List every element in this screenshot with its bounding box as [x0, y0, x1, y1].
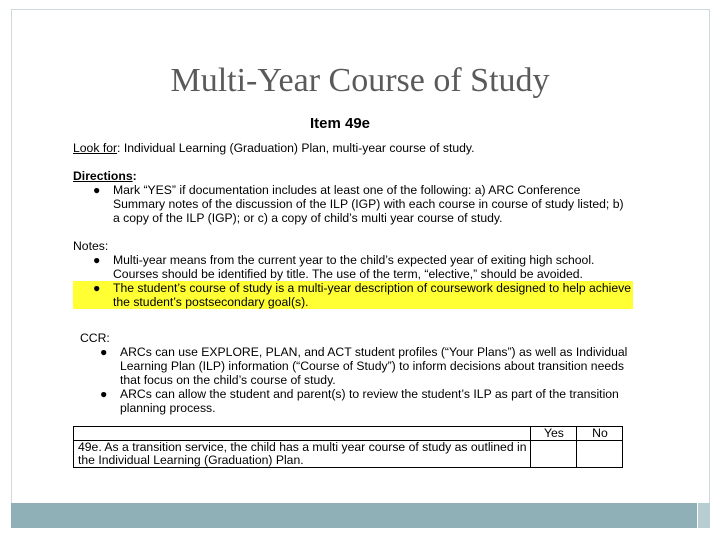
table-row [74, 441, 623, 468]
notes-line: Multi-year means from the current year to the child’s expected year of exiting high school. [113, 253, 595, 267]
directions-section [73, 169, 633, 225]
table-header-blank [74, 427, 531, 441]
no-header: No [577, 427, 623, 441]
item-cell [74, 441, 531, 468]
notes-line: The student’s course of study is a multi-year description of coursework designed to help achieve [113, 281, 632, 295]
ccr-line: Learning Plan (ILP) information (“Course of Study”) to inform decisions about transition needs [120, 359, 625, 373]
notes-line: Courses should be identified by title. The use of the term, “elective,” should be avoided. [113, 267, 583, 281]
bullet-icon: ● [93, 253, 101, 267]
item-line: 49e. As a transition service, the child has a multi year course of study as outlined in [78, 440, 527, 454]
ccr-line: planning process. [120, 401, 216, 415]
ccr-line: ARCs can use EXPLORE, PLAN, and ACT student profiles (“Your Plans”) as well as Individual [120, 345, 628, 359]
directions-colon: : [132, 169, 137, 183]
ccr-list [80, 345, 640, 415]
no-cell[interactable] [577, 441, 623, 468]
bullet-icon: ● [93, 183, 101, 197]
yes-header: Yes [531, 427, 577, 441]
notes-section [73, 239, 633, 309]
ccr-line: that focus on the child’s course of study. [120, 373, 336, 387]
bullet-icon: ● [93, 281, 101, 295]
ccr-section [80, 331, 640, 415]
notes-bullet-highlighted [73, 281, 633, 309]
directions-line: a copy of the ILP (IGP); or c) a copy of child’s multi year course of study. [113, 211, 503, 225]
notes-list [73, 253, 633, 309]
directions-heading [73, 169, 633, 183]
bullet-icon: ● [100, 387, 108, 401]
ccr-label: CCR: [80, 331, 110, 345]
bullet-icon: ● [100, 345, 108, 359]
ccr-bullet [100, 387, 640, 415]
item-heading: Item 49e [309, 115, 371, 132]
directions-line: Mark “YES” if documentation includes at least one of the following: a) ARC Conference [113, 183, 581, 197]
footer-bar [11, 503, 710, 528]
directions-label: Directions [73, 169, 133, 183]
table-header-row [74, 427, 623, 441]
ccr-bullet [100, 345, 640, 387]
yes-cell[interactable] [531, 441, 577, 468]
directions-bullet [93, 183, 633, 225]
yes-no-table [73, 426, 623, 468]
ccr-line: ARCs can allow the student and parent(s) to review the student’s ILP as part of the transition [120, 387, 619, 401]
look-for-row [73, 141, 633, 155]
item-line: the Individual Learning (Graduation) Plan. [78, 453, 304, 467]
directions-list [73, 183, 633, 225]
directions-line: Summary notes of the discussion of the ILP (IGP) with each course in course of study listed; b) [113, 197, 624, 211]
footer-accent [697, 503, 710, 528]
notes-bullet [93, 253, 633, 281]
document-body [73, 141, 633, 309]
slide-title: Multi-Year Course of Study [170, 62, 550, 99]
notes-label: Notes: [73, 239, 109, 253]
notes-line: the student’s postsecondary goal(s). [113, 295, 309, 309]
look-for-text: : Individual Learning (Graduation) Plan, multi-year course of study. [117, 141, 475, 155]
look-for-label: Look for [73, 141, 118, 155]
